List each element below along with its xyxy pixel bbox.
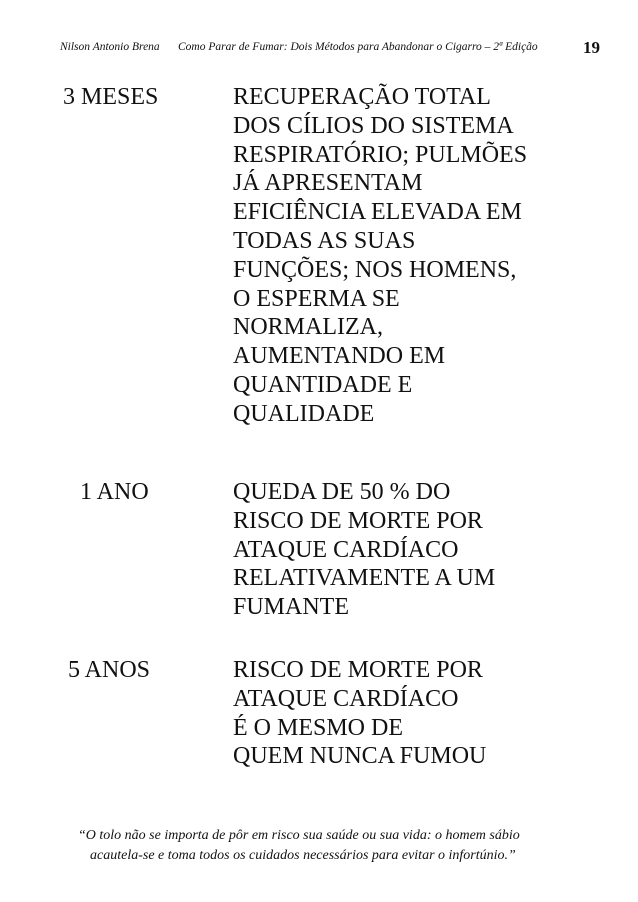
entry-line: RISCO DE MORTE POR: [233, 507, 483, 534]
entry-line: QUEDA DE 50 % DO: [233, 479, 451, 505]
entry-line: AUMENTANDO EM: [233, 343, 446, 370]
quote-line: “O tolo não se importa de pôr em risco sua saúde ou sua vida: o homem sábio: [78, 828, 520, 843]
entry-line: ATAQUE CARDÍACO: [233, 685, 459, 712]
entry-line: NORMALIZA,: [233, 314, 383, 341]
page-header: [60, 38, 600, 60]
entry-line: FUMANTE: [233, 594, 350, 621]
entry-description: [233, 478, 603, 622]
entry-line: FUNÇÕES; NOS HOMENS,: [233, 256, 517, 283]
entry-line: JÁ APRESENTAM: [233, 170, 423, 197]
entry-line: É O MESMO DE: [233, 714, 404, 741]
header-author: Nilson Antonio Brena: [60, 41, 160, 53]
entry-line: QUALIDADE: [233, 400, 375, 427]
entry-period: 5 ANOS: [68, 657, 151, 683]
closing-quote: [78, 826, 578, 866]
header-book-title: Como Parar de Fumar: Dois Métodos para Abandonar o Cigarro – 2ª Edição: [178, 41, 538, 53]
entry-line: DOS CÍLIOS DO SISTEMA: [233, 112, 514, 139]
entry-line: RESPIRATÓRIO; PULMÕES: [233, 141, 528, 168]
entry-line: ATAQUE CARDÍACO: [233, 536, 459, 563]
entry-line: RELATIVAMENTE A UM: [233, 565, 496, 592]
entry-line: QUEM NUNCA FUMOU: [233, 743, 487, 770]
entry-description: [233, 656, 603, 771]
entry-description: [233, 83, 603, 429]
page-number: 19: [583, 38, 600, 57]
entry-line: EFICIÊNCIA ELEVADA EM: [233, 199, 522, 226]
entry-line: QUANTIDADE E: [233, 371, 413, 398]
entry-period: 3 MESES: [63, 84, 159, 110]
entry-line: TODAS AS SUAS: [233, 227, 416, 254]
entry-line: RISCO DE MORTE POR: [233, 657, 483, 683]
entry-line: RECUPERAÇÃO TOTAL: [233, 84, 491, 110]
entry-period: 1 ANO: [80, 479, 149, 505]
quote-line: acautela-se e toma todos os cuidados necessários para evitar o infortúnio.”: [90, 848, 516, 863]
entry-line: O ESPERMA SE: [233, 285, 400, 312]
